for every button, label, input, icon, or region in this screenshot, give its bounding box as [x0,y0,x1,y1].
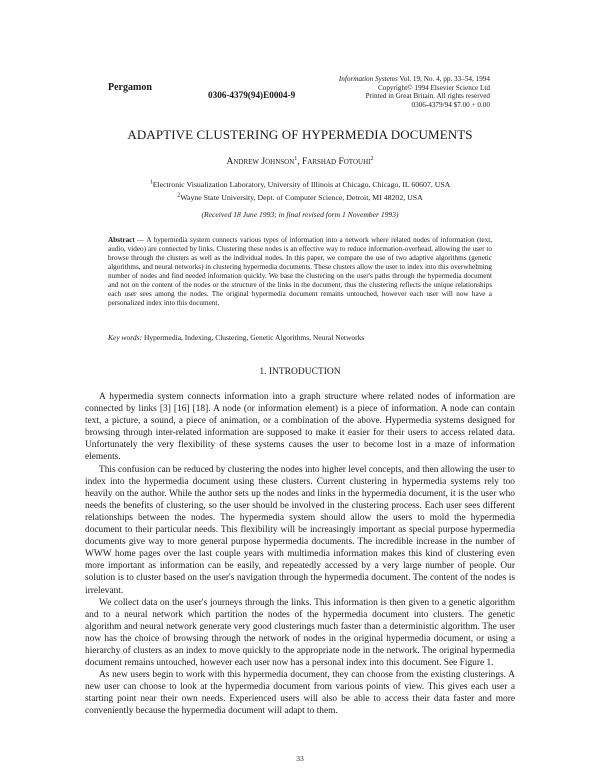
paper-title: ADAPTIVE CLUSTERING OF HYPERMEDIA DOCUMENTS [127,127,473,142]
paragraph: This confusion can be reduced by clustering the nodes into higher level concepts, and then allowing the user to index into the hypermedia document using these clusters. Current clustering in hypermedia systems rely too heavily on the author. While the author sets up the nodes and links in the hypermedia document, it is the user who needs the benefits of clustering, so the user should be involved in the clustering process. Each user sees different relationships between the nodes. The hypermedia system should allow the users to mold the hypermedia document to their particular needs. This flexibility will be increasingly important as special purpose hypermedia documents give way to more general purpose hypermedia documents. The incredible increase in the number of WWW home pages over the last couple years with multimedia information makes this kind of clustering even more important as information can be easily, and repeatedly accessed by a very large number of people. Our solution is to cluster based on the user's navigation through the hypermedia document. The content of the nodes is irrelevant. [85,464,515,596]
author-list [0,157,600,167]
body-text [85,391,515,718]
keywords-label: Key words: [108,333,143,342]
abstract-label: Abstract [108,236,135,244]
affiliation-2-text: Wayne State University, Dept. of Computer Science, Detroit, MI 48202, USA [180,193,423,202]
journal-title: Information Systems [338,75,398,83]
affiliation-1 [0,180,600,189]
abstract-text: A hypermedia system connects various types of information into a network where related nodes of information (text, audio, video) are connected by links. Clustering these nodes is an effective way to reduce information-overhead, allowing the user to browse through the clusters as well as the individual nodes. In this paper, we compare the use of two adaptive algorithms (genetic algorithms, and neural networks) in clustering hypermedia documents. These clusters allow the user to index into this overwhelming number of nodes and find needed information quickly. We base the clustering on the user's paths through the hypermedia document and not on the content of the nodes or the structure of the links in the document, thus the clustering reflects the unique relationships each user sees among the nodes. The original hypermedia document remains untouched, however each user will now have a personalized index into this document. [108,236,492,307]
journal-info [339,75,490,109]
keywords [108,333,508,342]
paragraph: A hypermedia system connects information into a graph structure where related nodes of information are connected by links [3] [16] [18]. A node (or information element) is a piece of information. A node can contain text, a picture, a sound, a piece of animation, or a combination of the above. Hypermedia systems designed for browsing through inter-related information are supposed to make it easier for their users to access related data. Unfortunately the very flexibility of these systems causes the user to become lost in a maze of information elements. [85,392,515,463]
author-separator: , [297,157,303,167]
paragraph: As new users begin to work with this hypermedia document, they can choose from the existing clusterings. A new user can choose to look at the hypermedia document from various points of view. This gives each user a starting point near their own needs. Experienced users will also be able to access their data faster and more conveniently because the hypermedia document will adapt to them. [85,670,515,717]
abstract [108,236,492,308]
journal-volume: Vol. 19, No. 4, pp. 33–54, 1994 [399,75,490,83]
price-line: 0306-4379/94 $7.00 + 0.00 [411,100,490,109]
author-1: Andrew Johnson [226,157,295,167]
author-2-mark: 2 [370,155,374,162]
affiliation-1-text: Electronic Visualization Laboratory, University of Illinois at Chicago, Chicago, IL 60607, USA [152,180,451,189]
printed-line: Printed in Great Britain. All rights reserved [365,92,490,101]
publisher-name: Pergamon [108,82,152,93]
paragraph: We collect data on the user's journeys through the links. This information is then given to a genetic algorithm and to a neural network which partition the nodes of the hypermedia document into clusters. The genetic algorithm and neural network generate very good clusterings much faster than a deterministic algorithm. The user now has the choice of browsing through the network of nodes in the original hypermedia document, or using a hierarchy of clusters as an index to move quickly to the appropriate node in the network. The original hypermedia document remains untouched, however each user now has a personal index into this document. See Figure 1. [85,597,515,669]
copyright-line: Copyright© 1994 Elsevier Science Ltd [377,83,490,92]
page-number: 33 [296,754,304,763]
received-dates: (Received 18 June 1993; in final revised form 1 November 1993) [201,210,399,219]
section-heading: 1. INTRODUCTION [259,367,341,377]
abstract-dash: — [134,236,147,244]
affiliation-2-mark: 2 [177,192,181,199]
affiliation-2 [0,193,600,202]
author-2: Farshad Fotouhi [302,157,371,167]
author-1-mark: 1 [294,155,298,162]
keywords-text: Hypermedia, Indexing, Clustering, Genetic Algorithms, Neural Networks [142,333,365,342]
doi-code: 0306-4379(94)E0004-9 [208,90,296,100]
affiliation-1-mark: 1 [149,179,153,186]
